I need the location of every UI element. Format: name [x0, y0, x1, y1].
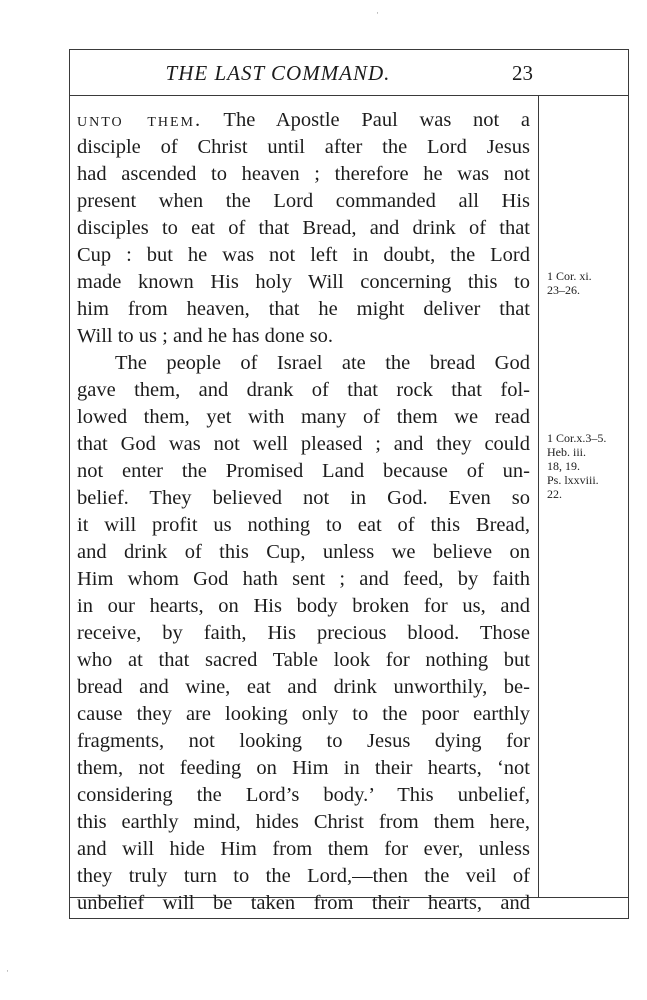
text-line: disciples to eat of that Bread, and drink of that [77, 217, 530, 239]
text-line [77, 107, 530, 134]
text-line: who at that sacred Table look for nothing but [77, 649, 530, 671]
margin-column-rule [538, 95, 539, 897]
margin-note-line: 1 Cor.x.3–5. [547, 431, 607, 445]
text-line: The people of Israel ate the bread God [115, 352, 530, 374]
text-line: that God was not well pleased ; and they could [77, 433, 530, 455]
text-line: Will to us ; and he has done so. [77, 325, 333, 347]
text-line: Him whom God hath sent ; and feed, by faith [77, 568, 530, 590]
text-line: they truly turn to the Lord,—then the veil of [77, 865, 530, 887]
margin-note-line: 1 Cor. xi. [547, 269, 592, 283]
text-line: bread and wine, eat and drink unworthily, be- [77, 676, 530, 698]
text-line: Cup : but he was not left in doubt, the Lord [77, 244, 530, 266]
header-rule [69, 95, 629, 96]
text-line: made known His holy Will concerning this to [77, 271, 530, 293]
margin-note-line: Ps. lxxviii. [547, 473, 599, 487]
text-line: lowed them, yet with many of them we read [77, 406, 530, 428]
text-line: in our hearts, on His body broken for us, and [77, 595, 530, 617]
body-text [77, 107, 530, 917]
margin-note-line: 23–26. [547, 283, 580, 297]
margin-note-1-cor-xi [547, 269, 592, 297]
text-line: cause they are looking only to the poor earthly [77, 703, 530, 725]
running-header-title: THE LAST COMMAND. [165, 61, 391, 85]
margin-note-line: 18, 19. [547, 459, 580, 473]
text-line: disciple of Christ until after the Lord Jesus [77, 136, 530, 158]
text-line: gave them, and drank of that rock that fol- [77, 379, 530, 401]
text-line: this earthly mind, hides Christ from them here, [77, 811, 530, 833]
lead-smallcaps: unto them. [77, 109, 203, 131]
margin-note-line: 22. [547, 487, 562, 501]
text-line: and will hide Him from them for ever, unless [77, 838, 530, 860]
text-line: receive, by faith, His precious blood. Those [77, 622, 530, 644]
text-line: unbelief will be taken from their hearts, and [77, 892, 530, 914]
text-line: had ascended to heaven ; therefore he was not [77, 163, 530, 185]
page-number: 23 [512, 61, 533, 85]
text-line: considering the Lord’s body.’ This unbelief, [77, 784, 530, 806]
text-line: not enter the Promised Land because of un- [77, 460, 530, 482]
text-line: belief. They believed not in God. Even so [77, 487, 530, 509]
paper-speck: · [376, 8, 379, 18]
text-line-content: The Apostle Paul was not a [202, 109, 530, 131]
margin-note-1-cor-x [547, 431, 606, 501]
text-line: and drink of this Cup, unless we believe on [77, 541, 530, 563]
text-line: fragments, not looking to Jesus dying for [77, 730, 530, 752]
text-line: present when the Lord commanded all His [77, 190, 530, 212]
text-line: it will profit us nothing to eat of this Bread, [77, 514, 530, 536]
text-line: him from heaven, that he might deliver that [77, 298, 530, 320]
margin-note-line: Heb. iii. [547, 445, 586, 459]
paper-speck: · [6, 966, 9, 976]
text-line: them, not feeding on Him in their hearts, ‘not [77, 757, 530, 779]
